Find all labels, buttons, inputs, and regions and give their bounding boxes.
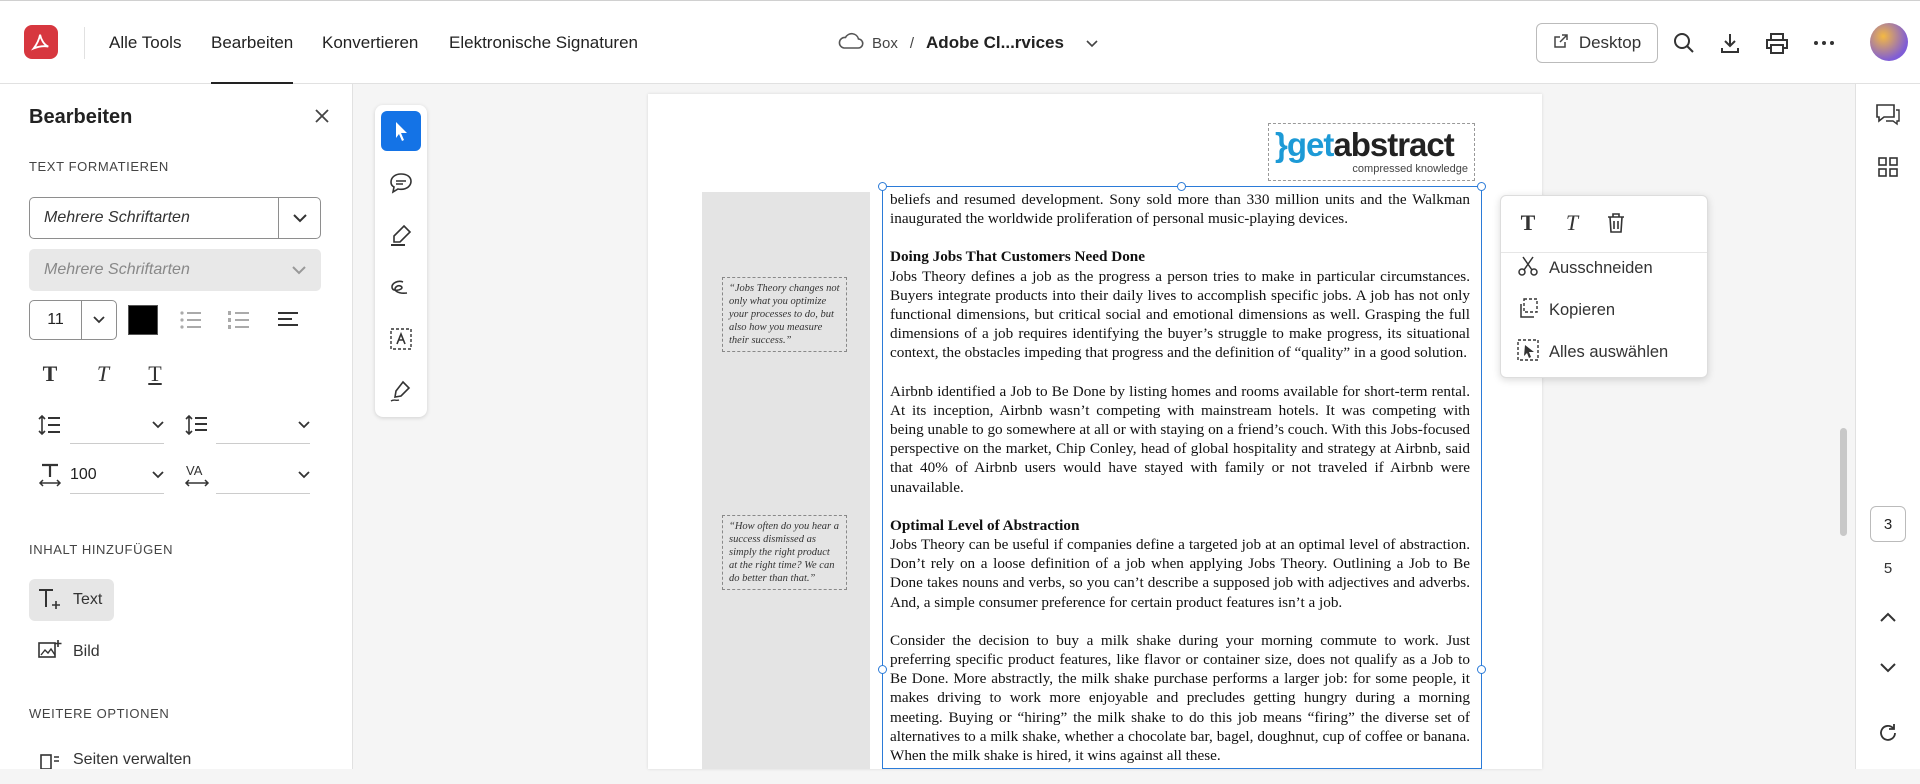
copy-menu-item[interactable] bbox=[1517, 297, 1615, 324]
chevron-down-icon bbox=[298, 466, 310, 484]
text-box-tool-icon[interactable] bbox=[381, 319, 421, 359]
manage-pages-button[interactable] bbox=[29, 741, 203, 769]
breadcrumb bbox=[838, 1, 1098, 85]
character-spacing-select[interactable] bbox=[216, 456, 310, 494]
paragraph: beliefs and resumed development. Sony sold more than 330 million units and the Walkman inaugurated the worldwide proliferation of personal music-playing devices. bbox=[890, 191, 1470, 228]
font-family-value: Mehrere Schriftarten bbox=[44, 209, 190, 226]
paragraph-spacing-icon bbox=[180, 408, 214, 442]
font-size-select[interactable] bbox=[29, 300, 117, 340]
nav-e-signatures[interactable] bbox=[449, 1, 638, 85]
close-icon[interactable] bbox=[312, 106, 332, 126]
horizontal-scale-select[interactable] bbox=[70, 456, 164, 494]
brand-name bbox=[1275, 128, 1468, 162]
line-spacing-select[interactable] bbox=[70, 406, 164, 444]
breadcrumb-separator: / bbox=[909, 34, 915, 52]
nav-edit[interactable] bbox=[211, 1, 293, 85]
chevron-down-icon bbox=[152, 416, 164, 434]
refresh-icon[interactable] bbox=[1873, 718, 1903, 748]
delete-icon[interactable] bbox=[1603, 208, 1629, 238]
brand-tagline: compressed knowledge bbox=[1352, 163, 1468, 175]
add-text-label: Text bbox=[73, 591, 103, 608]
chevron-down-icon[interactable] bbox=[278, 198, 320, 238]
pages-icon bbox=[37, 751, 63, 769]
breadcrumb-service[interactable]: Box bbox=[872, 34, 898, 52]
cut-label: Ausschneiden bbox=[1549, 259, 1653, 277]
open-desktop-button[interactable] bbox=[1536, 23, 1658, 63]
resize-handle[interactable] bbox=[878, 182, 887, 191]
chevron-down-icon[interactable] bbox=[1086, 35, 1098, 52]
paragraph-spacing-select[interactable] bbox=[216, 406, 310, 444]
font-size-value: 11 bbox=[30, 301, 82, 339]
current-page-input[interactable]: 3 bbox=[1870, 506, 1906, 542]
text-color-swatch[interactable] bbox=[128, 305, 158, 335]
svg-text:VA: VA bbox=[186, 463, 203, 478]
chevron-down-icon bbox=[298, 416, 310, 434]
paragraph: Jobs Theory defines a job as the progress a person tries to make in particular circumstances. Buyers integrate products into their daily lives to accomplish specific jobs. A job has not only functional dimensions, but critical social and emotional dimensions as well. Grasping the full dimensions of a job requires identifying the buyer’s struggle to make progress, its situational context, the obstacles impeding that progress and the definition of “quality” in a good solution. bbox=[890, 267, 1470, 362]
bold-icon[interactable]: T bbox=[1520, 210, 1536, 235]
brand-name-get: }get bbox=[1275, 126, 1334, 163]
section-more-options: WEITERE OPTIONEN bbox=[29, 706, 170, 721]
align-left-icon[interactable] bbox=[272, 303, 306, 337]
comment-tool-icon[interactable] bbox=[381, 163, 421, 203]
tool-palette bbox=[375, 105, 427, 417]
numbered-list-icon[interactable] bbox=[222, 303, 256, 337]
cloud-icon bbox=[838, 32, 864, 54]
print-icon[interactable] bbox=[1763, 29, 1791, 57]
divider bbox=[84, 27, 85, 59]
nav-label: Alle Tools bbox=[109, 33, 182, 52]
document-body[interactable] bbox=[890, 190, 1470, 784]
section-heading: Doing Jobs That Customers Need Done bbox=[890, 248, 1145, 266]
nav-all-tools[interactable] bbox=[109, 1, 181, 85]
top-bar bbox=[0, 0, 1920, 84]
section-format-text: TEXT FORMATIEREN bbox=[29, 159, 169, 174]
add-image-icon bbox=[37, 639, 63, 666]
chevron-down-icon bbox=[152, 466, 164, 484]
paragraph: Airbnb identified a Job to Be Done by listing homes and rooms available for short-term rental. At its inception, Airbnb wasn’t competing with mainstream hotels. It was competing with being unable to go somewhere at all or with staying on a friend’s couch. With this Jobs-focused perspective on the market, Chip Conley, head of global hospitality and strategy at Airbnb, said that 40% of Airbnb users would have stayed with family or not traveled if Airbnb were unavailable. bbox=[890, 382, 1470, 496]
more-options-icon[interactable] bbox=[1810, 29, 1838, 57]
add-image-button[interactable] bbox=[29, 631, 112, 673]
brand-name-abstract: abstract bbox=[1333, 126, 1454, 163]
chevron-down-icon[interactable] bbox=[82, 316, 116, 324]
nav-label: Bearbeiten bbox=[211, 33, 294, 52]
italic-icon[interactable]: T bbox=[96, 361, 110, 386]
underline-icon[interactable]: T bbox=[148, 361, 162, 386]
section-heading: Optimal Level of Abstraction bbox=[890, 516, 1080, 534]
horizontal-scale-icon bbox=[33, 458, 67, 492]
edit-panel bbox=[0, 84, 353, 769]
cut-menu-item[interactable] bbox=[1517, 255, 1653, 282]
bold-icon[interactable]: T bbox=[42, 361, 58, 386]
paragraph: Jobs Theory can be useful if companies define a targeted job at an optimal level of abstraction. Don’t rely on a loose definition of a job when applying Jobs Theory. Outlining a Job to Be Done takes nouns and verbs, so you can’t describe a supposed job with adjectives and adverbs. And, a simple consumer preference for certain product features isn’t a job. bbox=[890, 536, 1470, 611]
chevron-up-icon[interactable] bbox=[1873, 602, 1903, 632]
select-all-menu-item[interactable] bbox=[1517, 339, 1668, 366]
copy-label: Kopieren bbox=[1549, 301, 1616, 319]
acrobat-logo-icon[interactable] bbox=[24, 25, 58, 59]
pull-quote[interactable]: “How often do you hear a success dismissed as simply the right product at the right time? We can do better than that.” bbox=[722, 515, 847, 590]
character-spacing-icon bbox=[180, 458, 214, 492]
nav-convert[interactable] bbox=[322, 1, 418, 85]
user-avatar[interactable] bbox=[1870, 23, 1908, 61]
document-title[interactable]: Adobe Cl...rvices bbox=[926, 33, 1064, 52]
nav-label: Elektronische Signaturen bbox=[449, 33, 639, 52]
download-icon[interactable] bbox=[1716, 29, 1744, 57]
highlight-tool-icon[interactable] bbox=[381, 215, 421, 255]
comments-icon[interactable] bbox=[1873, 99, 1903, 129]
section-add-content: INHALT HINZUFÜGEN bbox=[29, 542, 174, 557]
italic-icon[interactable]: T bbox=[1565, 210, 1579, 235]
paragraph: Consider the decision to buy a milk shake during your morning commute to work. Just preferring specific product features, like flavor or container size, does not qualify as a Job to Be Done. More abstractly, the milk shake purchase performs a larger job: for some people, it makes driving to work more enjoyable and precludes getting hungry during a morning meeting. Buying or “hiring” the milk shake to do this job means “firing” the diverse set of alternatives to a milk shake, whether a chocolate bar, bagel, doughnut, cup of coffee or banana. When the milk shake is hired, it wins against all these. bbox=[890, 631, 1470, 765]
thumbnails-grid-icon[interactable] bbox=[1873, 152, 1903, 182]
resize-handle[interactable] bbox=[878, 665, 887, 674]
select-all-icon bbox=[1517, 339, 1539, 366]
add-text-button[interactable] bbox=[29, 579, 114, 621]
copy-icon bbox=[1517, 297, 1539, 324]
pull-quote[interactable]: “Jobs Theory changes not only what you optimize your processes to do, but also how you measure their success.” bbox=[722, 277, 847, 352]
format-row bbox=[1515, 208, 1629, 238]
draw-tool-icon[interactable] bbox=[381, 267, 421, 307]
horizontal-scale-value: 100 bbox=[70, 465, 97, 483]
select-tool-icon[interactable] bbox=[381, 111, 421, 151]
chevron-down-icon[interactable] bbox=[1873, 653, 1903, 683]
font-family-select[interactable] bbox=[29, 197, 321, 239]
divider bbox=[1501, 252, 1707, 253]
add-image-label: Bild bbox=[73, 643, 100, 660]
desktop-label: Desktop bbox=[1578, 33, 1642, 52]
line-spacing-icon bbox=[33, 408, 67, 442]
panel-title: Bearbeiten bbox=[29, 106, 133, 128]
external-link-icon bbox=[1553, 33, 1569, 54]
manage-pages-label: Seiten verwalten bbox=[73, 751, 192, 768]
scissors-icon bbox=[1517, 255, 1539, 282]
resize-handle[interactable] bbox=[1477, 182, 1486, 191]
resize-handle[interactable] bbox=[1477, 665, 1486, 674]
bullet-list-icon[interactable] bbox=[174, 303, 208, 337]
select-all-label: Alles auswählen bbox=[1549, 343, 1669, 361]
total-pages: 5 bbox=[1883, 560, 1893, 577]
font-style-value: Mehrere Schriftarten bbox=[44, 261, 190, 278]
chevron-down-icon bbox=[278, 250, 320, 290]
context-menu bbox=[1500, 195, 1708, 378]
getabstract-logo[interactable] bbox=[1268, 123, 1475, 181]
search-icon[interactable] bbox=[1670, 29, 1698, 57]
scrollbar-thumb[interactable] bbox=[1840, 428, 1847, 536]
font-style-select bbox=[29, 249, 321, 291]
add-text-icon bbox=[37, 587, 63, 614]
nav-label: Konvertieren bbox=[322, 33, 419, 52]
sign-tool-icon[interactable] bbox=[381, 371, 421, 411]
